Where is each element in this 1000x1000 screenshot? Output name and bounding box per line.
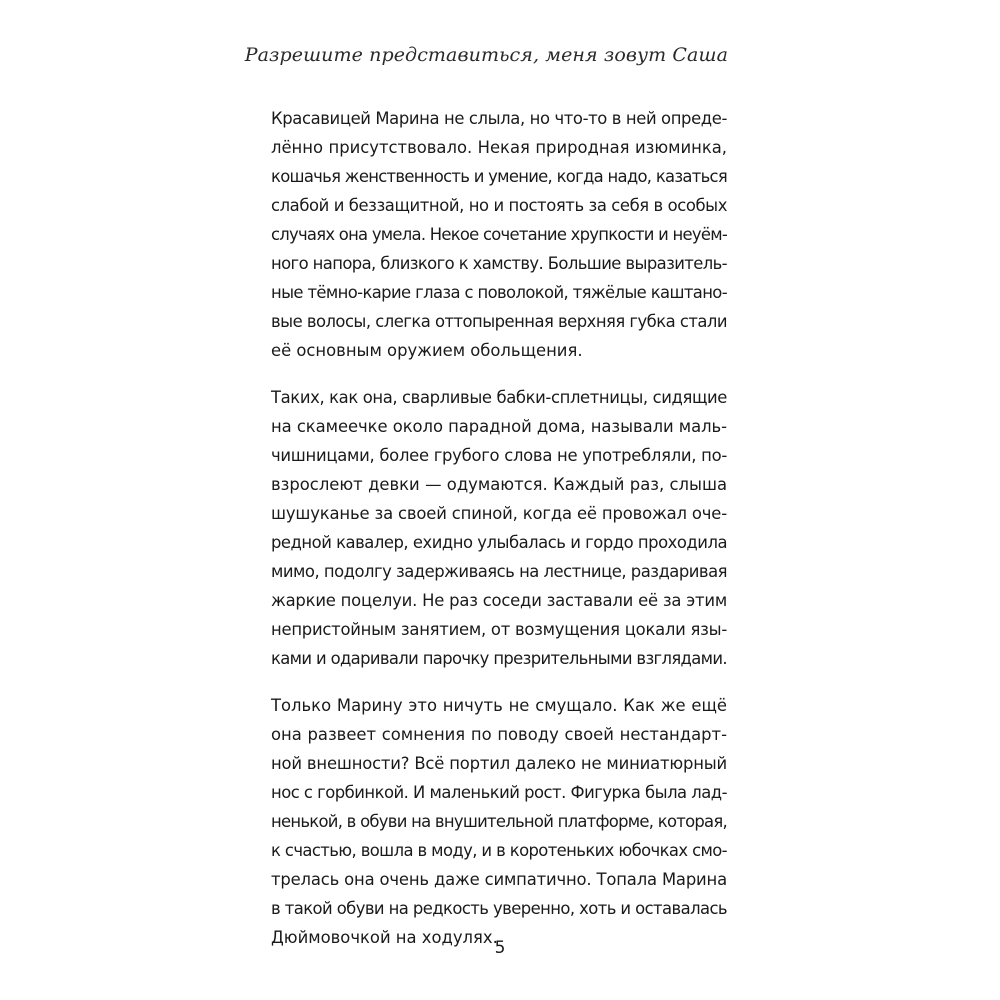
text-line: ные тёмно-карие глаза с поволокой, тяжёлые каштано- [271, 283, 728, 302]
text-line: вые волосы, слегка оттопыренная верхняя губка стали [271, 312, 727, 331]
text-line: слабой и беззащитной, но и постоять за себя в особых [271, 196, 728, 215]
text-line: Таких, как она, сварливые бабки-сплетницы, сидящие [271, 388, 728, 407]
text-line: взрослеют девки — одумаются. Каждый раз, слыша [271, 475, 727, 494]
text-line: к счастью, вошла в моду, и в коротеньких юбочках смо- [271, 841, 727, 860]
text-line: кошачья женственность и умение, когда надо, казаться [271, 167, 727, 186]
text-line: она развеет сомнения по поводу своей нестандарт- [271, 725, 727, 744]
text-line: непристойным занятием, от возмущения цокали язы- [271, 620, 727, 639]
text-line: ного напора, близкого к хамству. Большие выразитель- [271, 254, 727, 273]
body-text [271, 104, 727, 970]
text-line: ками и одаривали парочку презрительными взглядами. [271, 649, 727, 668]
text-line: Красавицей Марина не слыла, но что-то в ней опреде- [271, 109, 727, 128]
text-line: шушуканье за своей спиной, когда её провожал оче- [271, 504, 727, 523]
text-line: трелась она очень даже симпатично. Топала Марина [271, 870, 727, 889]
text-line: ной внешности? Всё портил далеко не миниатюрный [271, 754, 728, 773]
text-line: жаркие поцелуи. Не раз соседи заставали её за этим [271, 591, 727, 610]
paragraph-3 [271, 691, 727, 952]
text-line: Только Марину это ничуть не смущало. Как же ещё [271, 696, 727, 715]
text-line: редной кавалер, ехидно улыбалась и гордо проходила [271, 533, 728, 552]
text-line: ненькой, в обуви на внушительной платформе, которая, [271, 812, 728, 831]
text-line: нос с горбинкой. И маленький рост. Фигурка была лад- [271, 783, 727, 802]
text-line: на скамеечке около парадной дома, называли маль- [271, 417, 728, 436]
text-line: Дюймовочкой на ходулях. [271, 928, 498, 947]
paragraph-2 [271, 383, 727, 673]
text-line: чишницами, более грубого слова не употребляли, по- [271, 446, 728, 465]
text-line: лённо присутствовало. Некая природная изюминка, [271, 138, 727, 157]
running-head: Разрешите представиться, меня зовут Саша [244, 44, 728, 66]
text-line: мимо, подолгу задерживаясь на лестнице, раздаривая [271, 562, 728, 581]
paragraph-1 [271, 104, 727, 365]
text-line: её основным оружием обольщения. [271, 341, 583, 360]
text-line: случаях она умела. Некое сочетание хрупкости и неуём- [271, 225, 728, 244]
text-line: в такой обуви на редкость уверенно, хоть и оставалась [271, 899, 728, 918]
page-number: 5 [494, 938, 506, 958]
